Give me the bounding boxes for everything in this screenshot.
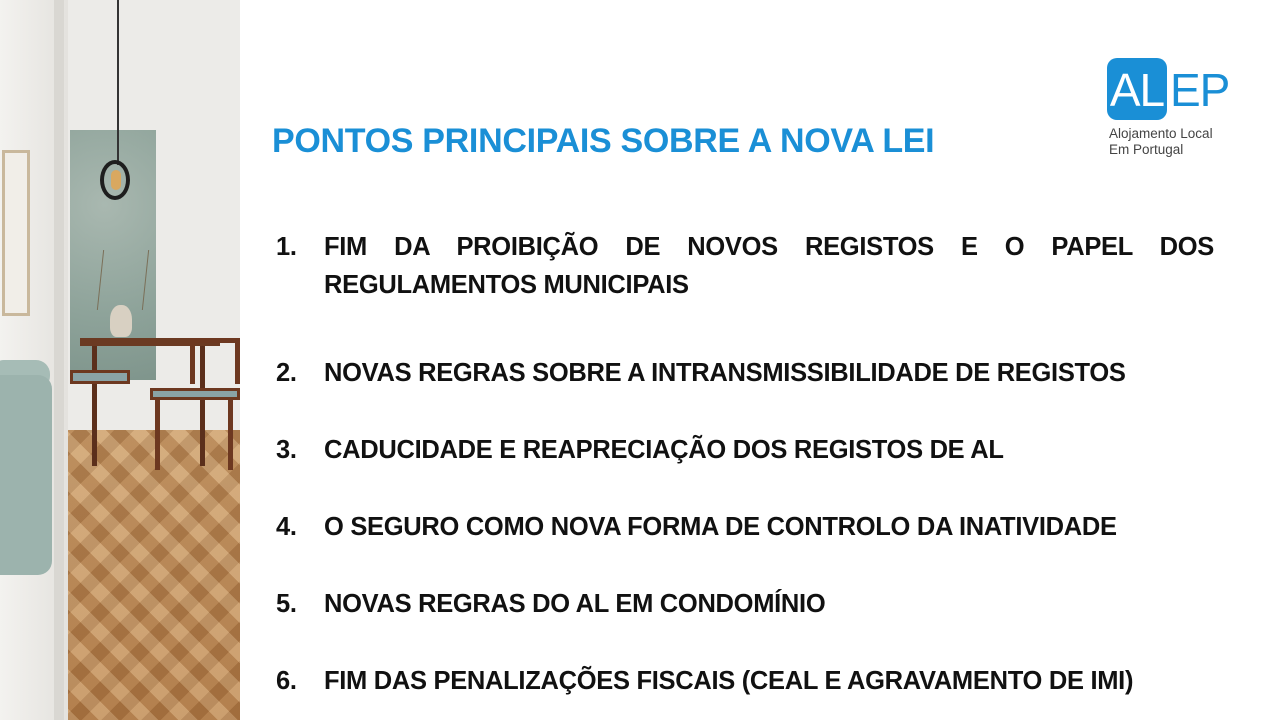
list-item-text: FIM DA PROIBIÇÃO DE NOVOS REGISTOS E O PAPEL DOS REGULAMENTOS MUNICIPAIS xyxy=(324,233,1214,299)
pendant-bulb xyxy=(111,170,121,190)
list-item-number: 4. xyxy=(276,513,297,541)
chair-leg xyxy=(155,400,160,470)
list-item-text: NOVAS REGRAS SOBRE A INTRANSMISSIBILIDADE DE REGISTOS xyxy=(324,359,1126,387)
list-item xyxy=(276,585,1214,623)
list-item-number: 5. xyxy=(276,590,297,618)
logo-mark-text: AL xyxy=(1109,64,1165,116)
sofa xyxy=(0,375,52,575)
list-item xyxy=(276,508,1214,546)
list-item-number: 2. xyxy=(276,359,297,387)
list-item-text: CADUCIDADE E REAPRECIAÇÃO DOS REGISTOS DE AL xyxy=(324,436,1004,464)
list-item-text: O SEGURO COMO NOVA FORMA DE CONTROLO DA INATIVIDADE xyxy=(324,513,1117,541)
logo-mark-suffix: EP xyxy=(1170,64,1230,116)
list-item-number: 3. xyxy=(276,436,297,464)
door-frame xyxy=(54,0,64,720)
interior-photo xyxy=(0,0,240,720)
logo-tagline-line2: Em Portugal xyxy=(1109,142,1184,157)
alep-logo xyxy=(1107,58,1237,168)
table-leg xyxy=(92,346,97,466)
logo-tagline-line1: Alojamento Local xyxy=(1109,126,1213,141)
chair-seat xyxy=(150,388,240,400)
slide-title: PONTOS PRINCIPAIS SOBRE A NOVA LEI xyxy=(272,122,935,160)
list-item xyxy=(276,662,1214,700)
chair-back xyxy=(190,338,240,384)
list-item xyxy=(276,431,1214,469)
chair-leg xyxy=(228,400,233,470)
list-item-number: 1. xyxy=(276,233,297,261)
chair-seat xyxy=(70,370,130,384)
list-item xyxy=(276,228,1214,302)
list-item-text: FIM DAS PENALIZAÇÕES FISCAIS (CEAL E AGRAVAMENTO DE IMI) xyxy=(324,667,1134,695)
key-points-list xyxy=(276,228,1214,700)
dried-flowers xyxy=(97,250,149,310)
list-item-text: NOVAS REGRAS DO AL EM CONDOMÍNIO xyxy=(324,590,826,618)
list-item xyxy=(276,354,1214,392)
vase xyxy=(110,305,132,337)
wall-picture xyxy=(2,150,30,316)
pendant-cord xyxy=(117,0,119,165)
list-item-number: 6. xyxy=(276,667,297,695)
